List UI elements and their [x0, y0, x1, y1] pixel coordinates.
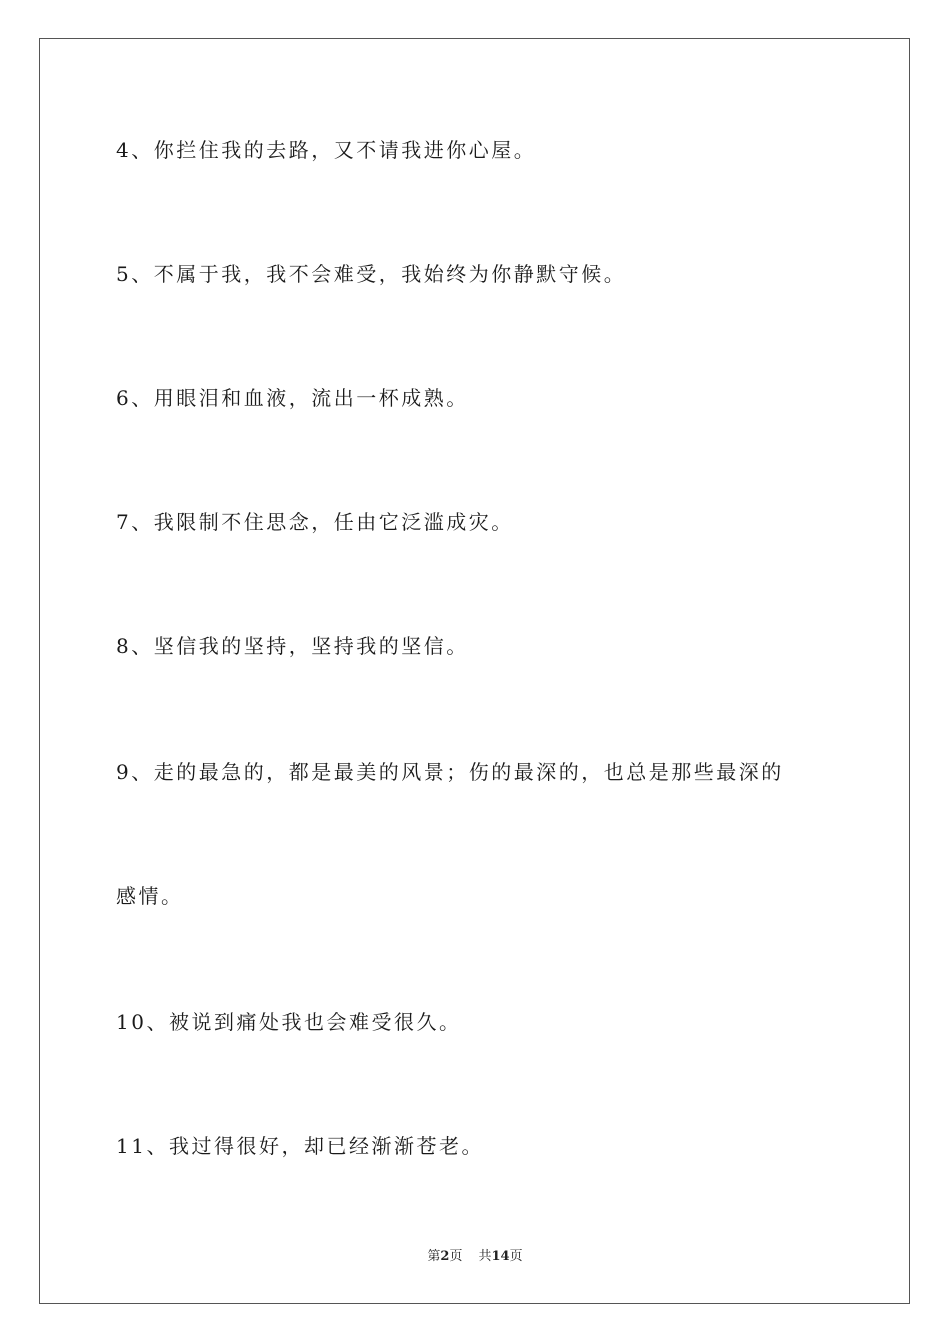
text-line-9-continued: 感情。 — [116, 884, 184, 908]
text-line-10: 10、被说到痛处我也会难受很久。 — [116, 1010, 462, 1034]
total-prefix: 共 — [478, 1249, 492, 1264]
text-line-9: 9、走的最急的，都是最美的风景；伤的最深的，也总是那些最深的 — [116, 760, 784, 784]
page-prefix: 第 — [427, 1249, 441, 1264]
total-pages: 14 — [491, 1249, 510, 1264]
page-frame — [39, 38, 910, 1304]
text-line-7: 7、我限制不住思念，任由它泛滥成灾。 — [116, 510, 514, 534]
text-line-4: 4、你拦住我的去路，又不请我进你心屋。 — [116, 138, 537, 162]
text-line-11: 11、我过得很好，却已经渐渐苍老。 — [116, 1134, 484, 1158]
page-suffix: 页 — [449, 1249, 463, 1264]
text-line-6: 6、用眼泪和血液，流出一杯成熟。 — [116, 386, 469, 410]
total-suffix: 页 — [509, 1249, 523, 1264]
page-footer — [0, 1248, 950, 1266]
page-number: 2 — [440, 1249, 450, 1264]
text-line-8: 8、坚信我的坚持，坚持我的坚信。 — [116, 634, 469, 658]
text-line-5: 5、不属于我，我不会难受，我始终为你静默守候。 — [116, 262, 627, 286]
